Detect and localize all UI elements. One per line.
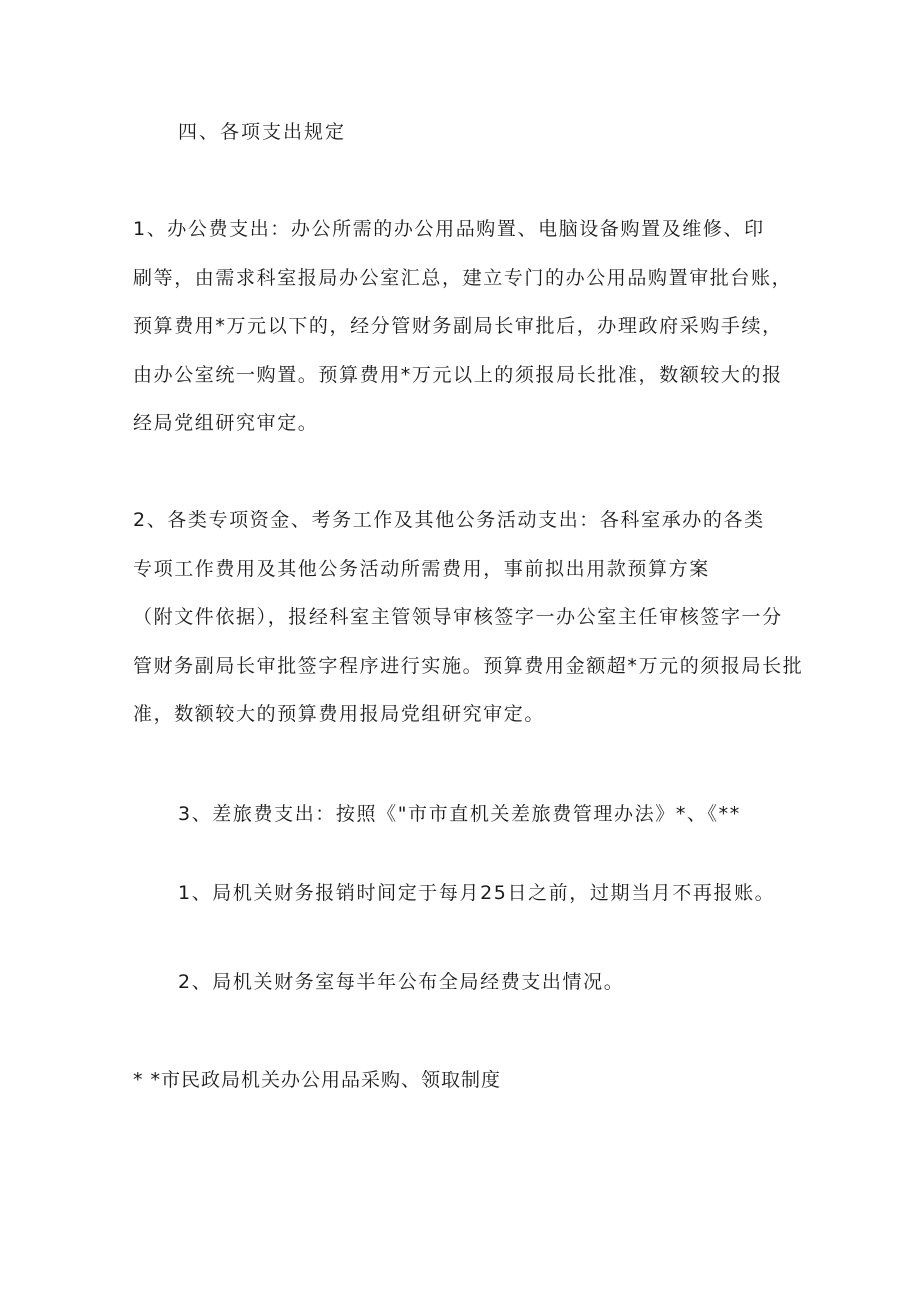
paragraph-travel-expenses: 3、差旅费支出：按照《"市市直机关差旅费管理办法》*、《**: [178, 803, 741, 825]
section-heading: 四、各项支出规定: [178, 121, 347, 143]
paragraph-line: （附文件依据），报经科室主管领导审核签字一办公室主任审核签字一分: [133, 606, 783, 628]
paragraph-line: 2、各类专项资金、考务工作及其他公务活动支出：各科室承办的各类: [133, 509, 765, 531]
paragraph-line: 专项工作费用及其他公务活动所需费用，事前拟出用款预算方案: [133, 557, 710, 580]
paragraph-line: 刷等，由需求科室报局办公室汇总，建立专门的办公用品购置审批台账，: [133, 266, 793, 289]
paragraph-line: 经局党组研究审定。: [133, 412, 319, 434]
note-reimbursement-deadline: 1、局机关财务报销时间定于每月25日之前，过期当月不再报账。: [178, 882, 776, 904]
paragraph-line: 预算费用*万元以下的，经分管财务副局长审批后，办理政府采购手续，: [133, 315, 783, 337]
paragraph-line: 管财务副局长审批签字程序进行实施。预算费用金额超*万元的须报局长批: [133, 654, 804, 677]
paragraph-line: 准，数额较大的预算费用报局党组研究审定。: [133, 703, 546, 725]
next-document-title: * *市民政局机关办公用品采购、领取制度: [133, 1069, 502, 1091]
paragraph-line: 由办公室统一购置。预算费用*万元以上的须报局长批准，数额较大的报: [133, 363, 783, 386]
paragraph-office-expenses: [133, 205, 793, 448]
paragraph-special-funds: [133, 496, 804, 739]
note-expense-disclosure: 2、局机关财务室每半年公布全局经费支出情况。: [178, 971, 625, 993]
paragraph-line: 1、办公费支出：办公所需的办公用品购置、电脑设备购置及维修、印: [133, 218, 765, 240]
